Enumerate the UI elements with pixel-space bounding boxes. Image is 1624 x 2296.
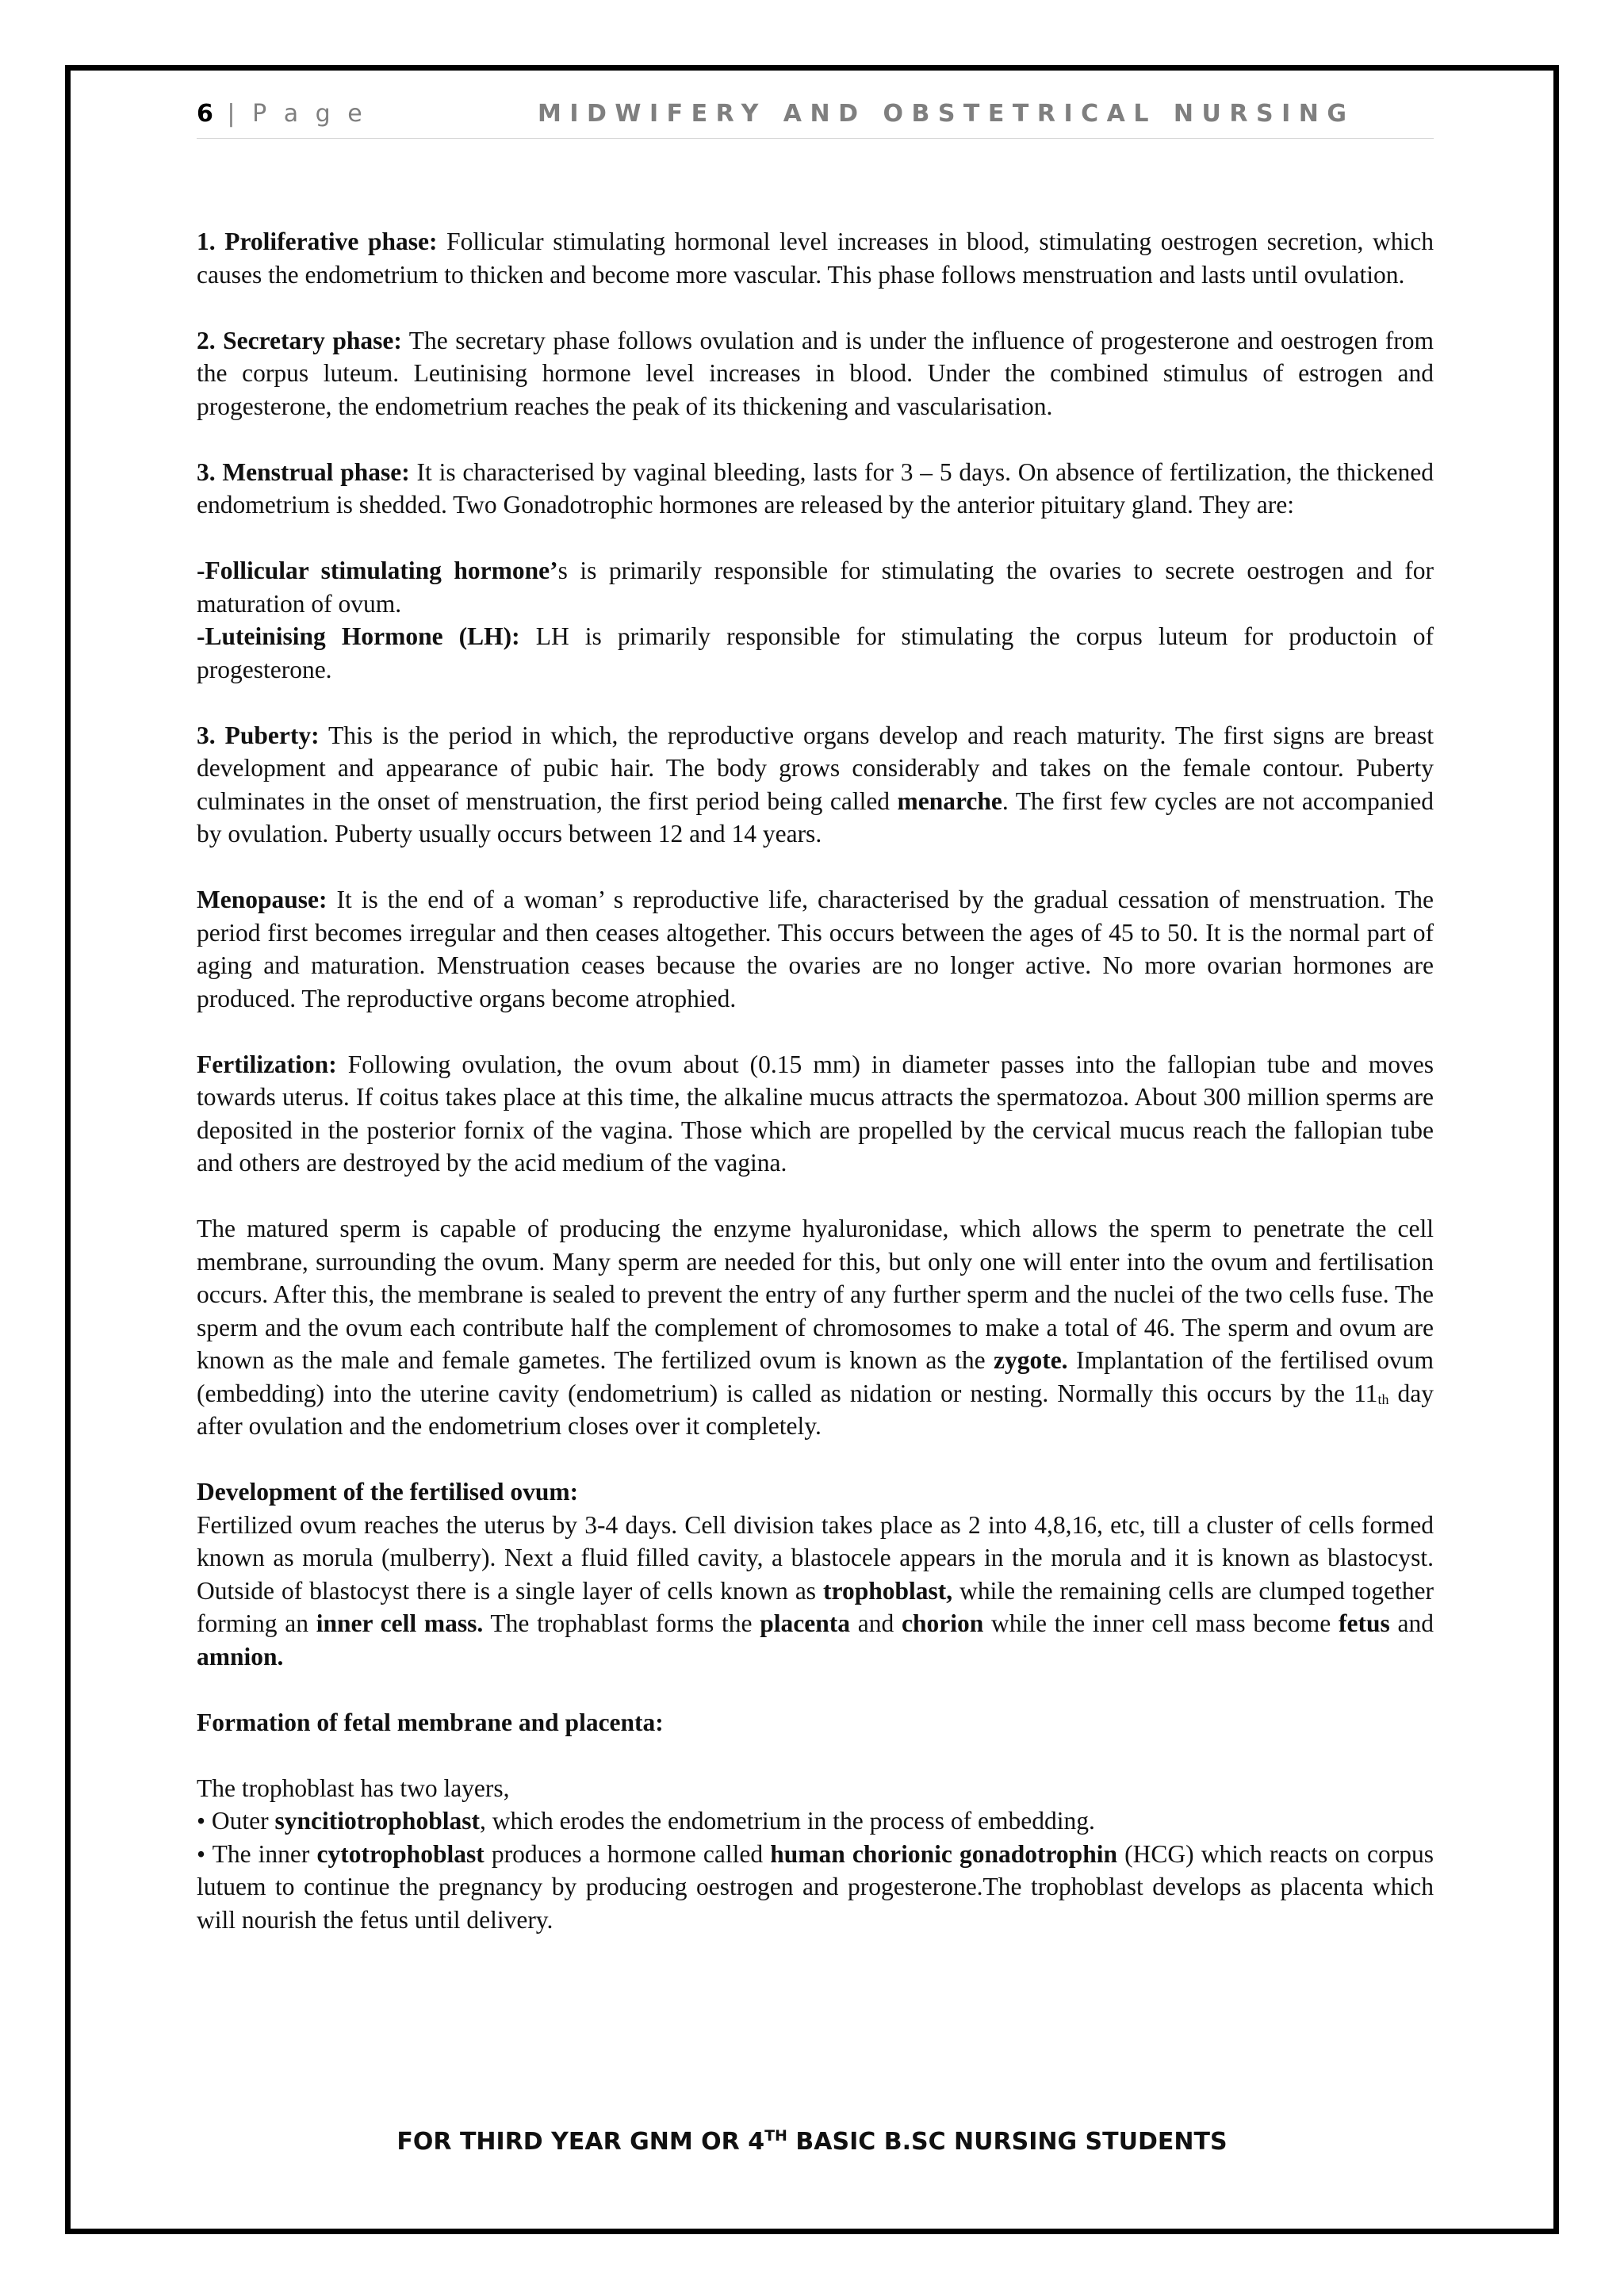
book-title: MIDWIFERY AND OBSTETRICAL NURSING [538,100,1355,128]
paragraph-proliferative-phase: 1. Proliferative phase: Follicular stimulating hormonal level increases in blood, stimulating oestrogen secretion, which causes the endometrium to thicken and become more vascular. This phase follows menstruation and lasts until ovulation. [197,228,1434,289]
page-footer: FOR THIRD YEAR GNM OR 4TH BASIC B.SC NURSING STUDENTS [396,2127,1228,2156]
paragraph-secretary-phase: 2. Secretary phase: The secretary phase follows ovulation and is under the influence of progesterone and oestrogen from the corpus luteum. Leutinising hormone level increases in blood. Under the combined stimulus of estrogen and progesterone, the endometrium reaches the peak of its thickening and vascularisation. [197,326,1434,420]
paragraph-sperm: The matured sperm is capable of producing the enzyme hyaluronidase, which allows the sperm to penetrate the cell membrane, surrounding the ovum. Many sperm are needed for this, but only one will enter into the ovum and fertilisation occurs. After this, the membrane is sealed to prevent the entry of any further sperm and the nuclei of the two cells fuse. The sperm and the ovum each contribute half the complement of chromosomes to make a total of 46. The sperm and ovum are known as the male and female gametes. The fertilized ovum is known as the zygote. Implantation of the fertilised ovum (embedding) into the uterine cavity (endometrium) is called as nidation or nesting. Normally this occurs by the $11_{th}$ day after ovulation and the endometrium closes over it completely. [197,1215,1434,1440]
page-header [197,97,1434,139]
formation-heading: Formation of fetal membrane and placenta: [197,1708,664,1736]
paragraph-menopause: Menopause: It is the end of a woman’ s reproductive life, characterised by the gradual cessation of menstruation. The period first becomes irregular and then ceases altogether. This occurs between the ages of 45 to 50. It is the normal part of aging and maturation. Menstruation ceases because the ovaries are no longer active. No more ovarian hormones are produced. The reproductive organs become atrophied. [197,886,1434,1012]
paragraph-lh: -Luteinising Hormone (LH): LH is primarily responsible for stimulating the corpus luteum for productoin of progesterone. [197,622,1434,683]
formation-intro: The trophoblast has two layers, [197,1774,510,1802]
bullet-cytotrophoblast: • The inner cytotrophoblast produces a hormone called human chorionic gonadotrophin (HCG) which reacts on corpus lutuem to continue the pregnancy by producing oestrogen and progesterone.The trophoblast develops as placenta which will nourish the fetus until delivery. [197,1839,1434,1934]
development-heading: Development of the fertilised ovum: [197,1478,579,1506]
paragraph-development: Fertilized ovum reaches the uterus by 3-4 days. Cell division takes place as 2 into 4,8,16, etc, till a cluster of cells formed known as morula (mulberry). Next a fluid filled cavity, a blastocele appears in the morula and it is known as blastocyst. Outside of blastocyst there is a single layer of cells known as trophoblast, while the remaining cells are clumped together forming an inner cell mass. The trophablast forms the placenta and chorion while the inner cell mass become fetus and amnion. [197,1510,1434,1670]
document-body [197,225,1434,1936]
bullet-syncitiotrophoblast: • Outer syncitiotrophoblast, which erodes the endometrium in the process of embedding. [197,1807,1095,1835]
paragraph-fsh: -Follicular stimulating hormone’s is primarily responsible for stimulating the ovaries to secrete oestrogen and for maturation of ovum. [197,557,1434,618]
page-number: 6 | P a g e [197,100,367,128]
paragraph-fertilization: Fertilization: Following ovulation, the ovum about (0.15 mm) in diameter passes into the fallopian tube and moves towards uterus. If coitus takes place at this time, the alkaline mucus attracts the spermatozoa. About 300 million sperms are deposited in the posterior fornix of the vagina. Those which are propelled by the cervical mucus reach the fallopian tube and others are destroyed by the acid medium of the vagina. [197,1050,1434,1177]
paragraph-puberty: 3. Puberty: This is the period in which, the reproductive organs develop and reach maturity. The first signs are breast development and appearance of pubic hair. The body grows considerably and takes on the female contour. Puberty culminates in the onset of menstruation, the first period being called menarche. The first few cycles are not accompanied by ovulation. Puberty usually occurs between 12 and 14 years. [197,721,1434,848]
paragraph-menstrual-phase: 3. Menstrual phase: It is characterised by vaginal bleeding, lasts for 3 – 5 days. On absence of fertilization, the thickened endometrium is shedded. Two Gonadotrophic hormones are released by the anterior pituitary gland. They are: [197,457,1434,519]
